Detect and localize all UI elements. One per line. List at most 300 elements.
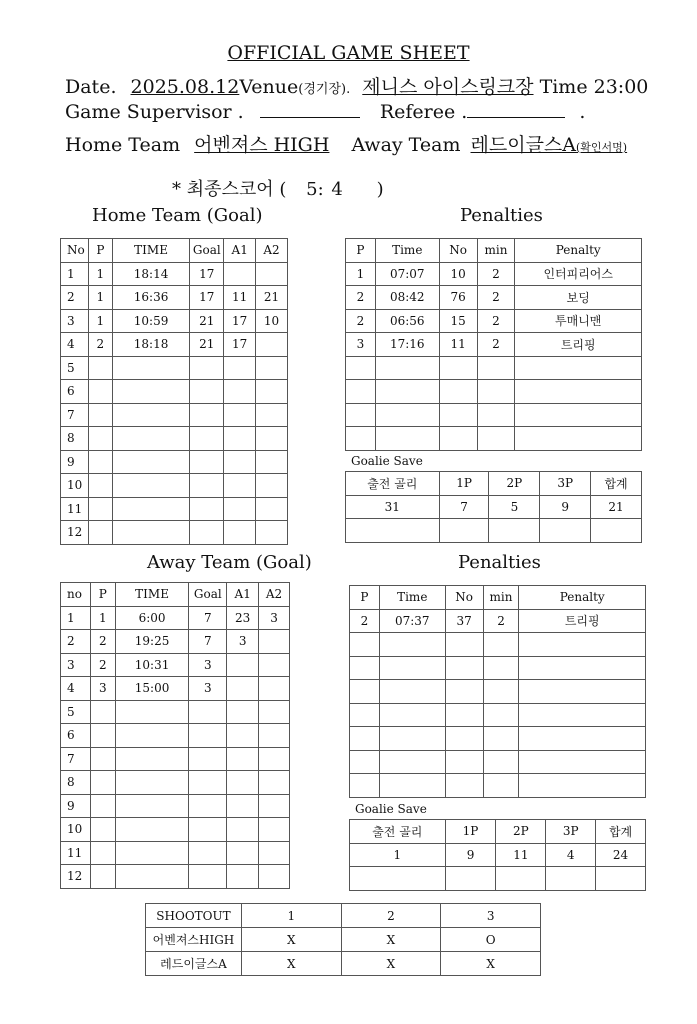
table-cell[interactable] — [379, 774, 445, 798]
table-cell[interactable] — [112, 450, 190, 474]
column-header: 3P — [540, 472, 591, 496]
table-cell[interactable]: 3 — [189, 677, 227, 701]
table-cell[interactable] — [190, 474, 224, 498]
table-cell[interactable] — [346, 427, 376, 451]
table-cell[interactable]: 9 — [61, 450, 89, 474]
table-row — [346, 427, 642, 451]
table-cell[interactable]: 11 — [496, 843, 546, 867]
table-cell[interactable] — [375, 356, 439, 380]
table-cell[interactable] — [224, 403, 256, 427]
table-cell[interactable] — [190, 497, 224, 521]
table-cell[interactable]: 5 — [61, 700, 91, 724]
table-cell[interactable] — [375, 380, 439, 404]
table-cell[interactable]: 2 — [477, 333, 515, 357]
table-cell[interactable] — [350, 703, 380, 727]
table-cell[interactable]: 12 — [61, 521, 89, 545]
table-cell[interactable] — [189, 865, 227, 889]
table-cell[interactable]: 15 — [439, 309, 477, 333]
table-cell[interactable]: 7 — [61, 747, 91, 771]
table-cell[interactable] — [379, 750, 445, 774]
table-cell[interactable]: 11 — [439, 333, 477, 357]
table-cell[interactable]: 08:42 — [375, 286, 439, 310]
table-row — [61, 818, 290, 842]
table-cell[interactable]: 4 — [546, 843, 596, 867]
table-cell[interactable] — [445, 750, 483, 774]
table-cell[interactable] — [190, 380, 224, 404]
table-cell[interactable] — [115, 700, 189, 724]
table-cell[interactable] — [256, 474, 288, 498]
table-cell[interactable] — [256, 356, 288, 380]
table-row — [61, 474, 288, 498]
table-cell[interactable] — [591, 519, 642, 543]
header-row — [350, 586, 646, 610]
table-cell[interactable] — [189, 771, 227, 795]
supervisor-signature-line[interactable] — [260, 101, 360, 118]
table-cell[interactable] — [379, 656, 445, 680]
table-cell[interactable] — [350, 867, 446, 891]
table-cell[interactable]: 2 — [90, 653, 115, 677]
table-cell[interactable] — [375, 427, 439, 451]
column-header: 2P — [496, 820, 546, 844]
table-cell[interactable] — [115, 771, 189, 795]
column-header: 1P — [439, 472, 489, 496]
referee-signature-line[interactable] — [467, 101, 565, 118]
column-header: Goal — [189, 583, 227, 607]
table-cell[interactable]: 21 — [591, 495, 642, 519]
table-cell[interactable] — [256, 380, 288, 404]
table-cell[interactable] — [112, 521, 190, 545]
table-cell[interactable]: 06:56 — [375, 309, 439, 333]
table-cell[interactable] — [256, 521, 288, 545]
table-cell[interactable] — [256, 450, 288, 474]
table-cell[interactable] — [483, 774, 519, 798]
table-cell[interactable] — [350, 774, 380, 798]
table-cell[interactable] — [439, 356, 477, 380]
table-cell[interactable]: 10:59 — [112, 309, 190, 333]
table-cell[interactable] — [88, 474, 112, 498]
table-cell[interactable] — [483, 750, 519, 774]
table-cell[interactable]: X — [341, 928, 441, 952]
table-cell[interactable]: 16:36 — [112, 286, 190, 310]
table-cell[interactable] — [259, 841, 290, 865]
table-cell[interactable] — [259, 724, 290, 748]
table-row — [61, 865, 290, 889]
table-cell[interactable]: 3 — [61, 653, 91, 677]
table-cell[interactable] — [190, 356, 224, 380]
table-row — [61, 403, 288, 427]
table-cell[interactable]: 2 — [88, 333, 112, 357]
table-row — [61, 653, 290, 677]
header-row — [350, 820, 646, 844]
table-cell[interactable]: 21 — [256, 286, 288, 310]
table-cell[interactable] — [227, 724, 259, 748]
home-goals-heading: Home Team (Goal) — [92, 205, 263, 226]
table-cell[interactable] — [445, 727, 483, 751]
table-cell[interactable] — [483, 703, 519, 727]
table-cell[interactable] — [540, 519, 591, 543]
table-cell[interactable] — [379, 727, 445, 751]
table-cell[interactable] — [346, 380, 376, 404]
table-cell[interactable]: 1 — [88, 286, 112, 310]
table-cell[interactable] — [483, 633, 519, 657]
table-cell[interactable] — [259, 700, 290, 724]
table-cell[interactable]: 7 — [189, 630, 227, 654]
table-row — [61, 497, 288, 521]
column-header: A2 — [256, 239, 288, 263]
table-cell[interactable] — [90, 841, 115, 865]
table-cell[interactable]: 07:37 — [379, 609, 445, 633]
teams-line: Home Team 어벤져스 HIGH Away Team 레드이글스A(확인서명) — [65, 134, 628, 156]
table-cell[interactable] — [445, 680, 483, 704]
table-cell[interactable]: 트리핑 — [515, 333, 642, 357]
table-cell[interactable] — [256, 262, 288, 286]
table-cell[interactable] — [112, 356, 190, 380]
table-cell[interactable] — [439, 380, 477, 404]
table-cell[interactable]: 3 — [259, 606, 290, 630]
table-cell[interactable] — [88, 356, 112, 380]
table-cell[interactable]: 2 — [61, 630, 91, 654]
table-cell[interactable] — [596, 867, 646, 891]
away-goalie-label: Goalie Save — [355, 802, 427, 816]
table-cell[interactable] — [477, 356, 515, 380]
table-row — [61, 286, 288, 310]
table-cell[interactable]: X — [441, 952, 541, 976]
table-cell[interactable]: O — [441, 928, 541, 952]
table-cell[interactable] — [88, 521, 112, 545]
table-cell[interactable] — [445, 774, 483, 798]
table-cell[interactable] — [519, 750, 646, 774]
table-cell[interactable]: 2 — [477, 286, 515, 310]
table-cell[interactable]: 31 — [346, 495, 440, 519]
table-cell[interactable] — [483, 656, 519, 680]
table-cell[interactable]: 레드이글스A — [146, 952, 242, 976]
table-cell[interactable] — [546, 867, 596, 891]
home-penalties-table — [345, 238, 642, 451]
table-cell[interactable] — [379, 633, 445, 657]
table-cell[interactable] — [115, 818, 189, 842]
column-header: No — [61, 239, 89, 263]
table-cell[interactable] — [439, 519, 489, 543]
table-row — [346, 262, 642, 286]
header-row — [146, 904, 541, 928]
table-cell[interactable] — [112, 403, 190, 427]
table-cell[interactable] — [227, 677, 259, 701]
table-cell[interactable] — [346, 403, 376, 427]
table-cell[interactable]: 12 — [61, 865, 91, 889]
table-cell[interactable] — [227, 653, 259, 677]
table-cell[interactable] — [189, 818, 227, 842]
table-cell[interactable] — [227, 794, 259, 818]
table-cell[interactable]: 1 — [61, 606, 91, 630]
table-cell[interactable] — [519, 727, 646, 751]
table-row — [61, 700, 290, 724]
table-row — [350, 703, 646, 727]
table-cell[interactable] — [350, 727, 380, 751]
table-cell[interactable]: 76 — [439, 286, 477, 310]
table-cell[interactable]: 인터피리어스 — [515, 262, 642, 286]
table-cell[interactable] — [90, 794, 115, 818]
table-cell[interactable]: 1 — [88, 262, 112, 286]
table-cell[interactable] — [496, 867, 546, 891]
table-cell[interactable] — [115, 747, 189, 771]
table-cell[interactable] — [227, 700, 259, 724]
table-cell[interactable] — [189, 724, 227, 748]
table-cell[interactable]: 9 — [61, 794, 91, 818]
table-cell[interactable] — [445, 703, 483, 727]
table-cell[interactable]: 19:25 — [115, 630, 189, 654]
table-cell[interactable]: 트리핑 — [519, 609, 646, 633]
table-cell[interactable]: 1 — [61, 262, 89, 286]
table-cell[interactable]: 8 — [61, 771, 91, 795]
table-cell[interactable] — [224, 380, 256, 404]
table-cell[interactable]: 4 — [61, 677, 91, 701]
table-cell[interactable] — [115, 794, 189, 818]
table-cell[interactable] — [115, 724, 189, 748]
table-cell[interactable]: 15:00 — [115, 677, 189, 701]
table-cell[interactable]: 3 — [189, 653, 227, 677]
table-cell[interactable] — [115, 841, 189, 865]
table-cell[interactable]: 23 — [227, 606, 259, 630]
table-cell[interactable]: 2 — [346, 286, 376, 310]
table-cell[interactable] — [224, 427, 256, 451]
table-cell[interactable]: 2 — [350, 609, 380, 633]
table-cell[interactable] — [350, 750, 380, 774]
column-header: TIME — [112, 239, 190, 263]
table-cell[interactable] — [88, 403, 112, 427]
table-cell[interactable] — [190, 450, 224, 474]
table-cell[interactable] — [519, 656, 646, 680]
table-cell[interactable]: 21 — [190, 333, 224, 357]
table-cell[interactable] — [350, 656, 380, 680]
table-cell[interactable]: 17 — [190, 286, 224, 310]
table-cell[interactable]: 17:16 — [375, 333, 439, 357]
table-cell[interactable]: 3 — [90, 677, 115, 701]
table-cell[interactable]: 17 — [224, 309, 256, 333]
table-cell[interactable]: 3 — [61, 309, 89, 333]
table-cell[interactable] — [519, 680, 646, 704]
table-row — [346, 403, 642, 427]
table-cell[interactable]: 6 — [61, 380, 89, 404]
table-cell[interactable]: 1 — [90, 606, 115, 630]
table-cell[interactable] — [439, 403, 477, 427]
table-cell[interactable] — [259, 747, 290, 771]
table-cell[interactable] — [227, 865, 259, 889]
table-cell[interactable] — [224, 450, 256, 474]
table-cell[interactable] — [112, 427, 190, 451]
table-cell[interactable] — [90, 771, 115, 795]
table-cell[interactable] — [259, 771, 290, 795]
table-cell[interactable] — [90, 724, 115, 748]
table-cell[interactable]: 2 — [346, 309, 376, 333]
column-header: No — [445, 586, 483, 610]
table-cell[interactable]: 보딩 — [515, 286, 642, 310]
table-cell[interactable] — [346, 519, 440, 543]
table-cell[interactable] — [259, 794, 290, 818]
table-cell[interactable]: 24 — [596, 843, 646, 867]
table-cell[interactable] — [256, 333, 288, 357]
table-cell[interactable] — [256, 497, 288, 521]
table-cell[interactable] — [515, 356, 642, 380]
table-cell[interactable]: 1 — [346, 262, 376, 286]
table-cell[interactable] — [350, 633, 380, 657]
table-cell[interactable] — [477, 380, 515, 404]
table-cell[interactable]: 17 — [224, 333, 256, 357]
table-cell[interactable]: 10:31 — [115, 653, 189, 677]
table-cell[interactable] — [519, 633, 646, 657]
table-cell[interactable] — [519, 774, 646, 798]
column-header: 3 — [441, 904, 541, 928]
table-row — [61, 521, 288, 545]
date-venue-line: Date. 2025.08.12Venue(경기장). 제니스 아이스링크장 Time 23:00 — [65, 76, 649, 98]
table-cell[interactable]: 3 — [227, 630, 259, 654]
table-cell[interactable]: 37 — [445, 609, 483, 633]
table-cell[interactable] — [224, 521, 256, 545]
table-cell[interactable]: 5 — [61, 356, 89, 380]
table-cell[interactable] — [112, 497, 190, 521]
table-cell[interactable]: 2 — [483, 609, 519, 633]
table-cell[interactable]: 11 — [224, 286, 256, 310]
table-cell[interactable]: X — [241, 928, 341, 952]
table-cell[interactable]: 10 — [61, 818, 91, 842]
table-cell[interactable]: X — [241, 952, 341, 976]
table-cell[interactable] — [227, 771, 259, 795]
table-cell[interactable] — [224, 474, 256, 498]
table-cell[interactable]: 10 — [61, 474, 89, 498]
table-cell[interactable] — [259, 630, 290, 654]
header-row — [61, 583, 290, 607]
table-cell[interactable] — [256, 427, 288, 451]
table-cell[interactable] — [379, 680, 445, 704]
table-cell[interactable] — [90, 747, 115, 771]
table-cell[interactable] — [515, 427, 642, 451]
column-header: P — [90, 583, 115, 607]
table-cell[interactable] — [90, 818, 115, 842]
table-row — [346, 286, 642, 310]
table-cell[interactable] — [515, 380, 642, 404]
table-cell[interactable]: 10 — [439, 262, 477, 286]
table-cell[interactable] — [224, 262, 256, 286]
column-header: Penalty — [519, 586, 646, 610]
table-cell[interactable] — [515, 403, 642, 427]
table-cell[interactable] — [90, 700, 115, 724]
table-row — [61, 333, 288, 357]
table-cell[interactable] — [224, 497, 256, 521]
table-cell[interactable] — [350, 680, 380, 704]
table-cell[interactable]: 6:00 — [115, 606, 189, 630]
table-cell[interactable]: 투매니맨 — [515, 309, 642, 333]
table-cell[interactable]: 6 — [61, 724, 91, 748]
home-goals-table — [60, 238, 288, 545]
table-cell[interactable] — [445, 633, 483, 657]
table-cell[interactable]: 9 — [445, 843, 496, 867]
table-cell[interactable] — [346, 356, 376, 380]
table-cell[interactable] — [189, 841, 227, 865]
table-cell[interactable]: 11 — [61, 841, 91, 865]
table-cell[interactable]: 21 — [190, 309, 224, 333]
table-cell[interactable] — [112, 380, 190, 404]
table-cell[interactable] — [227, 841, 259, 865]
table-cell[interactable] — [489, 519, 540, 543]
table-cell[interactable] — [259, 653, 290, 677]
table-cell[interactable]: 07:07 — [375, 262, 439, 286]
column-header: 1 — [241, 904, 341, 928]
table-cell[interactable] — [88, 427, 112, 451]
table-cell[interactable]: 어벤져스HIGH — [146, 928, 242, 952]
table-cell[interactable]: 3 — [346, 333, 376, 357]
table-row — [61, 356, 288, 380]
table-cell[interactable]: 1 — [350, 843, 446, 867]
table-cell[interactable]: 9 — [540, 495, 591, 519]
table-cell[interactable] — [190, 403, 224, 427]
table-cell[interactable] — [483, 727, 519, 751]
table-cell[interactable] — [483, 680, 519, 704]
table-cell[interactable] — [189, 794, 227, 818]
table-cell[interactable]: 2 — [90, 630, 115, 654]
table-cell[interactable] — [227, 747, 259, 771]
table-cell[interactable] — [259, 818, 290, 842]
table-cell[interactable]: 2 — [61, 286, 89, 310]
table-cell[interactable] — [112, 474, 190, 498]
table-row — [350, 843, 646, 867]
table-cell[interactable]: 7 — [61, 403, 89, 427]
table-cell[interactable] — [90, 865, 115, 889]
table-cell[interactable] — [189, 747, 227, 771]
table-cell[interactable] — [477, 427, 515, 451]
table-cell[interactable]: 8 — [61, 427, 89, 451]
table-cell[interactable]: 7 — [189, 606, 227, 630]
table-cell[interactable] — [224, 356, 256, 380]
table-cell[interactable]: 17 — [190, 262, 224, 286]
table-cell[interactable]: 5 — [489, 495, 540, 519]
table-cell[interactable] — [88, 497, 112, 521]
table-cell[interactable] — [190, 427, 224, 451]
table-cell[interactable]: 18:14 — [112, 262, 190, 286]
table-cell[interactable] — [190, 521, 224, 545]
table-cell[interactable] — [88, 450, 112, 474]
header-row — [346, 239, 642, 263]
away-goals-heading: Away Team (Goal) — [147, 552, 312, 573]
table-cell[interactable] — [88, 380, 112, 404]
table-cell[interactable]: 2 — [477, 262, 515, 286]
table-cell[interactable] — [445, 867, 496, 891]
table-cell[interactable] — [439, 427, 477, 451]
table-cell[interactable] — [115, 865, 189, 889]
table-cell[interactable] — [259, 865, 290, 889]
table-cell[interactable]: 2 — [477, 309, 515, 333]
table-cell[interactable] — [445, 656, 483, 680]
table-cell[interactable]: X — [341, 952, 441, 976]
column-header: no — [61, 583, 91, 607]
table-cell[interactable] — [259, 677, 290, 701]
table-cell[interactable] — [375, 403, 439, 427]
table-row — [146, 952, 541, 976]
table-cell[interactable]: 11 — [61, 497, 89, 521]
table-cell[interactable]: 10 — [256, 309, 288, 333]
column-header: P — [88, 239, 112, 263]
home-team-name: 어벤져스 HIGH — [194, 134, 330, 156]
table-cell[interactable] — [519, 703, 646, 727]
table-cell[interactable] — [227, 818, 259, 842]
table-cell[interactable]: 18:18 — [112, 333, 190, 357]
table-cell[interactable]: 4 — [61, 333, 89, 357]
table-cell[interactable] — [379, 703, 445, 727]
table-row — [146, 928, 541, 952]
table-cell[interactable] — [189, 700, 227, 724]
table-cell[interactable] — [477, 403, 515, 427]
table-cell[interactable] — [256, 403, 288, 427]
table-cell[interactable]: 1 — [88, 309, 112, 333]
table-cell[interactable]: 7 — [439, 495, 489, 519]
